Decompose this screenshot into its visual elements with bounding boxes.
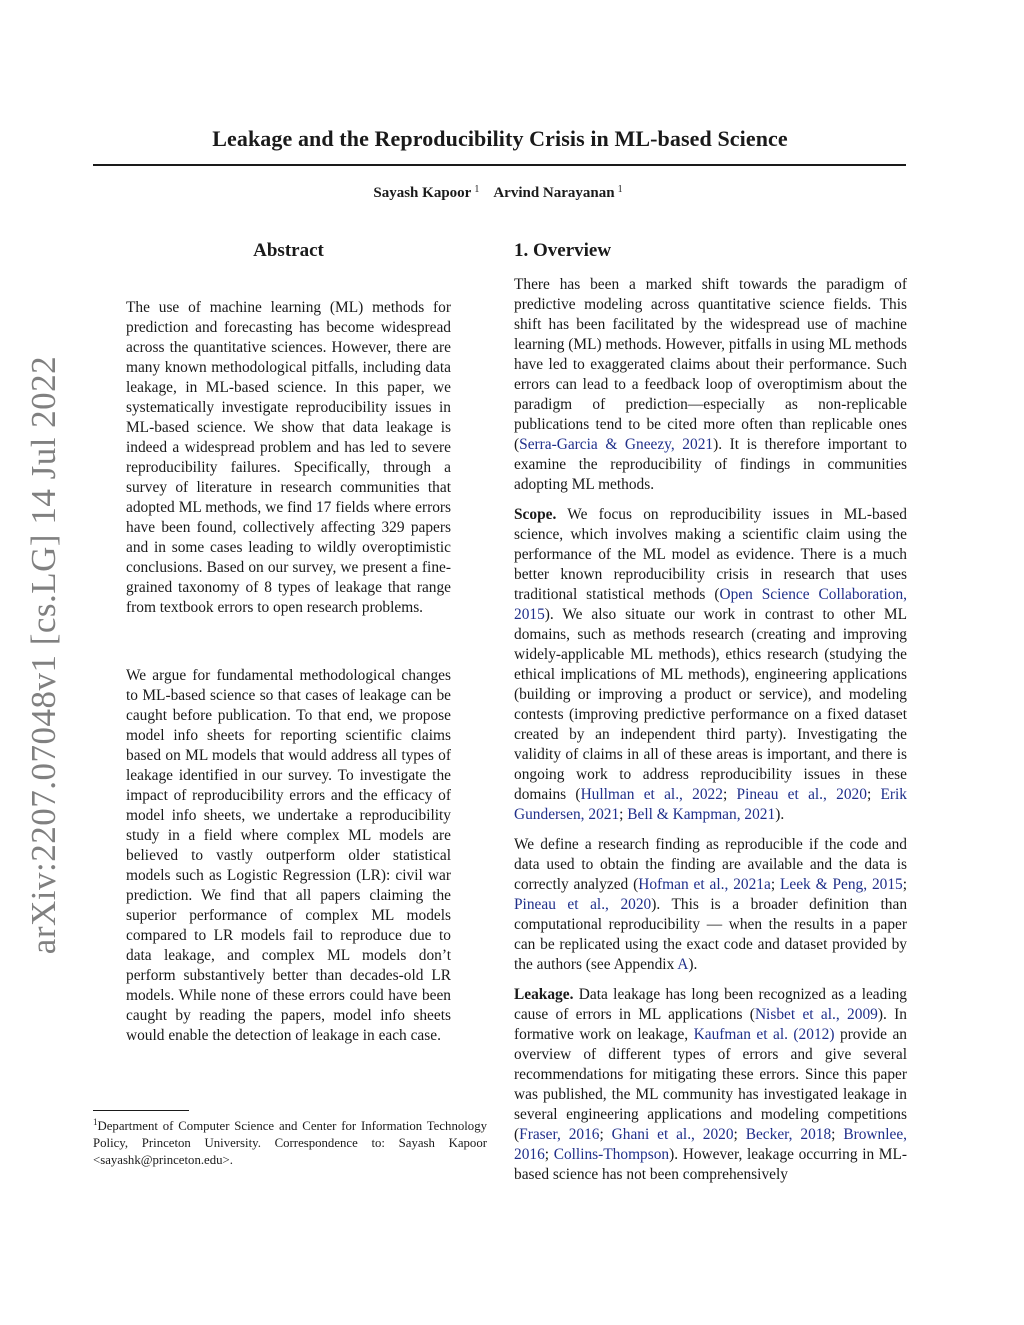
- affiliation-footnote: [93, 1114, 487, 1169]
- citation-link[interactable]: Collins-Thompson: [553, 1146, 670, 1163]
- citation-link[interactable]: Ghani et al., 2020: [611, 1126, 734, 1143]
- abstract-paragraph: The use of machine learning (ML) methods for prediction and forecasting has become widespread across the quantitative sciences. However, there are many known methodological pitfalls, including data leakage, in ML-based science. In this paper, we systematically investigate reproducibility issues in ML-based science. We show that data leakage is indeed a widespread problem and has led to severe reproducibility failures. Specifically, through a survey of literature in research communities that adopted ML methods, we find 17 fields where errors have been found, collectively affecting 329 papers and in some cases leading to wildly overoptimistic conclusions. Based on our survey, we present a fine-grained taxonomy of 8 types of leakage that range from textbook errors to open research problems.: [126, 299, 451, 616]
- citation-link[interactable]: Hullman et al., 2022: [580, 786, 723, 803]
- author-name: Arvind Narayanan: [493, 185, 615, 201]
- citation-link[interactable]: Open Science Collaboration, 2015: [514, 586, 907, 623]
- abstract-heading: Abstract: [253, 240, 324, 261]
- citation-link[interactable]: Bell & Kampman, 2021: [627, 806, 776, 823]
- footnote-rule: [93, 1110, 189, 1111]
- abstract-paragraph: We argue for fundamental methodological changes to ML-based science so that cases of leakage can be caught before publication. To that end, we propose model info sheets for reporting scientific claims based on ML models that would address all types of leakage identified in our survey. To investigate the impact of reproducibility errors and the efficacy of model info sheets, we undertake a reproducibility study in a field where complex ML models are believed to vastly outperform older statistical models such as Logistic Regression (LR): civil war prediction. We find that all papers claiming the superior performance of complex ML models compared to LR models fail to reproduce due to data leakage, and complex ML models don’t perform substantively better than decades-old LR models. While none of these errors could have been caught by reading the papers, model info sheets would enable the detection of leakage in each case.: [126, 667, 451, 1044]
- citation-link[interactable]: Serra-Garcia & Gneezy, 2021: [519, 436, 714, 453]
- definition-paragraph: We define a research finding as reproducible if the code and data used to obtain the finding are available and the data is correctly analyzed (Hofman et al., 2021a; Leek & Peng, 2015; Pineau et al., 2020). This is a broader definition than computational reproducibility — when the results in a paper can be replicated using the exact code and dataset provided by the authors (see Appendix A).: [514, 836, 908, 973]
- appendix-link[interactable]: A: [677, 956, 689, 973]
- paper-title: Leakage and the Reproducibility Crisis in ML-based Science: [212, 126, 788, 151]
- citation-link[interactable]: Nisbet et al., 2009: [754, 1006, 878, 1023]
- author-affiliation-mark: 1: [474, 184, 480, 195]
- citation-link[interactable]: Fraser, 2016: [519, 1126, 600, 1143]
- footnote-text: Department of Computer Science and Center for Information Technology Policy, Princeton University. Correspondence to: Sayash Kapoor <sayashk@princeton.edu>.: [93, 1119, 487, 1167]
- citation-link[interactable]: Pineau et al., 2020: [514, 896, 652, 913]
- arxiv-stamp: arXiv:2207.07048v1 [cs.LG] 14 Jul 2022: [24, 355, 63, 955]
- author-affiliation-mark: 1: [617, 184, 623, 195]
- paragraph-lead: Leakage.: [514, 986, 574, 1003]
- paragraph-lead: Scope.: [514, 506, 557, 523]
- leakage-paragraph: Leakage. Data leakage has long been recognized as a leading cause of errors in ML applications (Nisbet et al., 2009). In formative work on leakage, Kaufman et al. (2012) provide an overview of different types of errors and give several recommendations for mitigating these errors. Since this paper was published, the ML community has investigated leakage in several engineering applications and modeling competitions (Fraser, 2016; Ghani et al., 2020; Becker, 2018; Brownlee, 2016; Collins-Thompson). However, leakage occurring in ML-based science has not been comprehensively: [514, 986, 908, 1183]
- footnote-mark: 1: [93, 1117, 98, 1127]
- author-name: Sayash Kapoor: [373, 185, 472, 201]
- citation-link[interactable]: Kaufman et al. (2012): [693, 1026, 835, 1043]
- citation-link[interactable]: Becker, 2018: [745, 1126, 832, 1143]
- scope-paragraph: Scope. We focus on reproducibility issues in ML-based science, which involves making a scientific claim using the performance of the ML model as evidence. There is a much better known reproducibility crisis in research that uses traditional statistical methods (Open Science Collaboration, 2015). We also situate our work in contrast to other ML domains, such as methods research (creating and improving widely-applicable ML methods), ethics research (studying the ethical implications of ML methods), engineering applications (building or improving a product or service), and modeling contests (improving predictive performance on a fixed dataset created by an independent third party). Investigating the validity of claims in all of these areas is important, and there is ongoing work to address reproducibility issues in these domains (Hullman et al., 2022; Pineau et al., 2020; Erik Gundersen, 2021; Bell & Kampman, 2021).: [514, 506, 907, 823]
- overview-paragraph: There has been a marked shift towards the paradigm of predictive modeling across quantitative science fields. This shift has been facilitated by the widespread use of machine learning (ML) methods. However, pitfalls in using ML methods have led to exaggerated claims about their performance. Such errors can lead to a feedback loop of overoptimism about the paradigm of prediction—especially as non-replicable publications tend to be cited more often than replicable ones (Serra-Garcia & Gneezy, 2021). It is therefore important to examine the reproducibility of findings in communities adopting ML methods.: [514, 276, 907, 493]
- citation-link[interactable]: Erik Gundersen, 2021: [514, 786, 907, 823]
- title-rule: [93, 164, 906, 166]
- author-list: [0, 184, 996, 202]
- citation-link[interactable]: Hofman et al., 2021a: [638, 876, 771, 893]
- citation-link[interactable]: Pineau et al., 2020: [736, 786, 867, 803]
- citation-link[interactable]: Brownlee, 2016: [514, 1126, 908, 1163]
- section-heading-overview: 1. Overview: [514, 240, 612, 261]
- citation-link[interactable]: Leek & Peng, 2015: [779, 876, 903, 893]
